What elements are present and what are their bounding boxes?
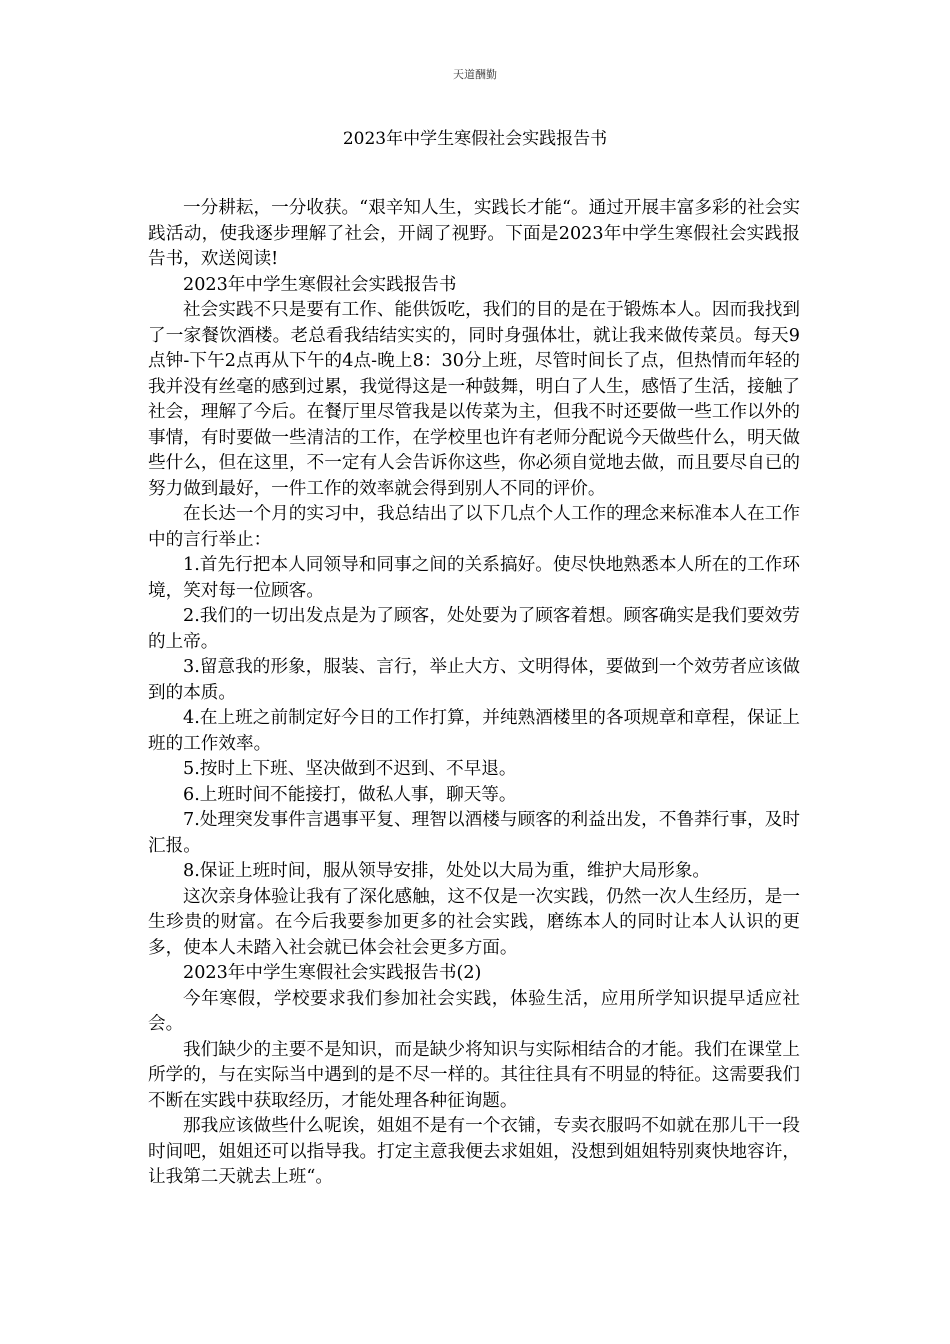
list-item: 3.留意我的形象，服装、言行，举止大方、文明得体，要做到一个效劳者应该做到的本质。: [148, 657, 800, 703]
list-item: 4.在上班之前制定好今日的工作打算，并纯熟酒楼里的各项规章和章程，保证上班的工作效率。: [148, 708, 800, 754]
paragraph: 那我应该做些什么呢诶，姐姐不是有一个衣铺，专卖衣服吗不如就在那儿干一段时间吧，姐姐还可以指导我。打定主意我便去求姐姐，没想到姐姐特别爽快地容许，让我第二天就去上班“。: [148, 1116, 800, 1187]
list-item: 5.按时上下班、坚决做到不迟到、不早退。: [183, 759, 517, 779]
document-body: [148, 196, 800, 1191]
list-item: 7.处理突发事件言遇事平复、理智以酒楼与顾客的利益出发，不鲁莽行事，及时汇报。: [148, 810, 800, 856]
paragraph: 这次亲身体验让我有了深化感触，这不仅是一次实践，仍然一次人生经历，是一生珍贵的财富。在今后我要参加更多的社会实践，磨练本人的同时让本人认识的更多，使本人未踏入社会就已体会社会更多方面。: [148, 886, 800, 958]
paragraph: 社会实践不只是要有工作、能供饭吃，我们的目的是在于锻炼本人。因而我找到了一家餐饮酒楼。老总看我结结实实的，同时身强体壮，就让我来做传菜员。每天9点钟-下午2点再从下午的4点-晚上8：30分上班，尽管时间长了点，但热情而年轻的我并没有丝毫的感到过累，我觉得这是一种鼓舞，明白了人生，感悟了生活，接触了社会，理解了今后。在餐厅里尽管我是以传菜为主，但我不时还要做一些工作以外的事情，有时要做一些清洁的工作，在学校里也许有老师分配说今天做些什么，明天做些什么，但在这里，不一定有人会告诉你这些，你必须自觉地去做，而且要尽自已的努力做到最好，一件工作的效率就会得到别人不同的评价。: [148, 300, 800, 499]
paragraph: 一分耕耘，一分收获。“艰辛知人生，实践长才能“。通过开展丰富多彩的社会实践活动，使我逐步理解了社会，开阔了视野。下面是2023年中学生寒假社会实践报告书，欢送阅读!: [148, 198, 800, 269]
section-heading: 2023年中学生寒假社会实践报告书: [183, 274, 457, 295]
list-item: 2.我们的一切出发点是为了顾客，处处要为了顾客着想。顾客确实是我们要效劳的上帝。: [148, 606, 800, 652]
list-item: 8.保证上班时间，服从领导安排，处处以大局为重，维护大局形象。: [183, 861, 711, 881]
paragraph: 今年寒假，学校要求我们参加社会实践，体验生活，应用所学知识提早适应社会。: [148, 988, 800, 1034]
paragraph: 在长达一个月的实习中，我总结出了以下几点个人工作的理念来标准本人在工作中的言行举止：: [148, 504, 800, 550]
document-title: 2023年中学生寒假社会实践报告书: [342, 129, 608, 149]
paragraph: 我们缺少的主要不是知识，而是缺少将知识与实际相结合的才能。我们在课堂上所学的，与在实际当中遇到的是不尽一样的。其往往具有不明显的特征。这需要我们不断在实践中获取经历，才能处理各种征询题。: [148, 1039, 800, 1111]
list-item: 1.首先行把本人同领导和同事之间的关系搞好。使尽快地熟悉本人所在的工作环境，笑对每一位顾客。: [148, 555, 800, 601]
list-item: 6.上班时间不能接打，做私人事，聊天等。: [183, 784, 517, 805]
section-heading: 2023年中学生寒假社会实践报告书(2): [183, 963, 482, 983]
page-header: 天道酬勤: [453, 68, 497, 81]
